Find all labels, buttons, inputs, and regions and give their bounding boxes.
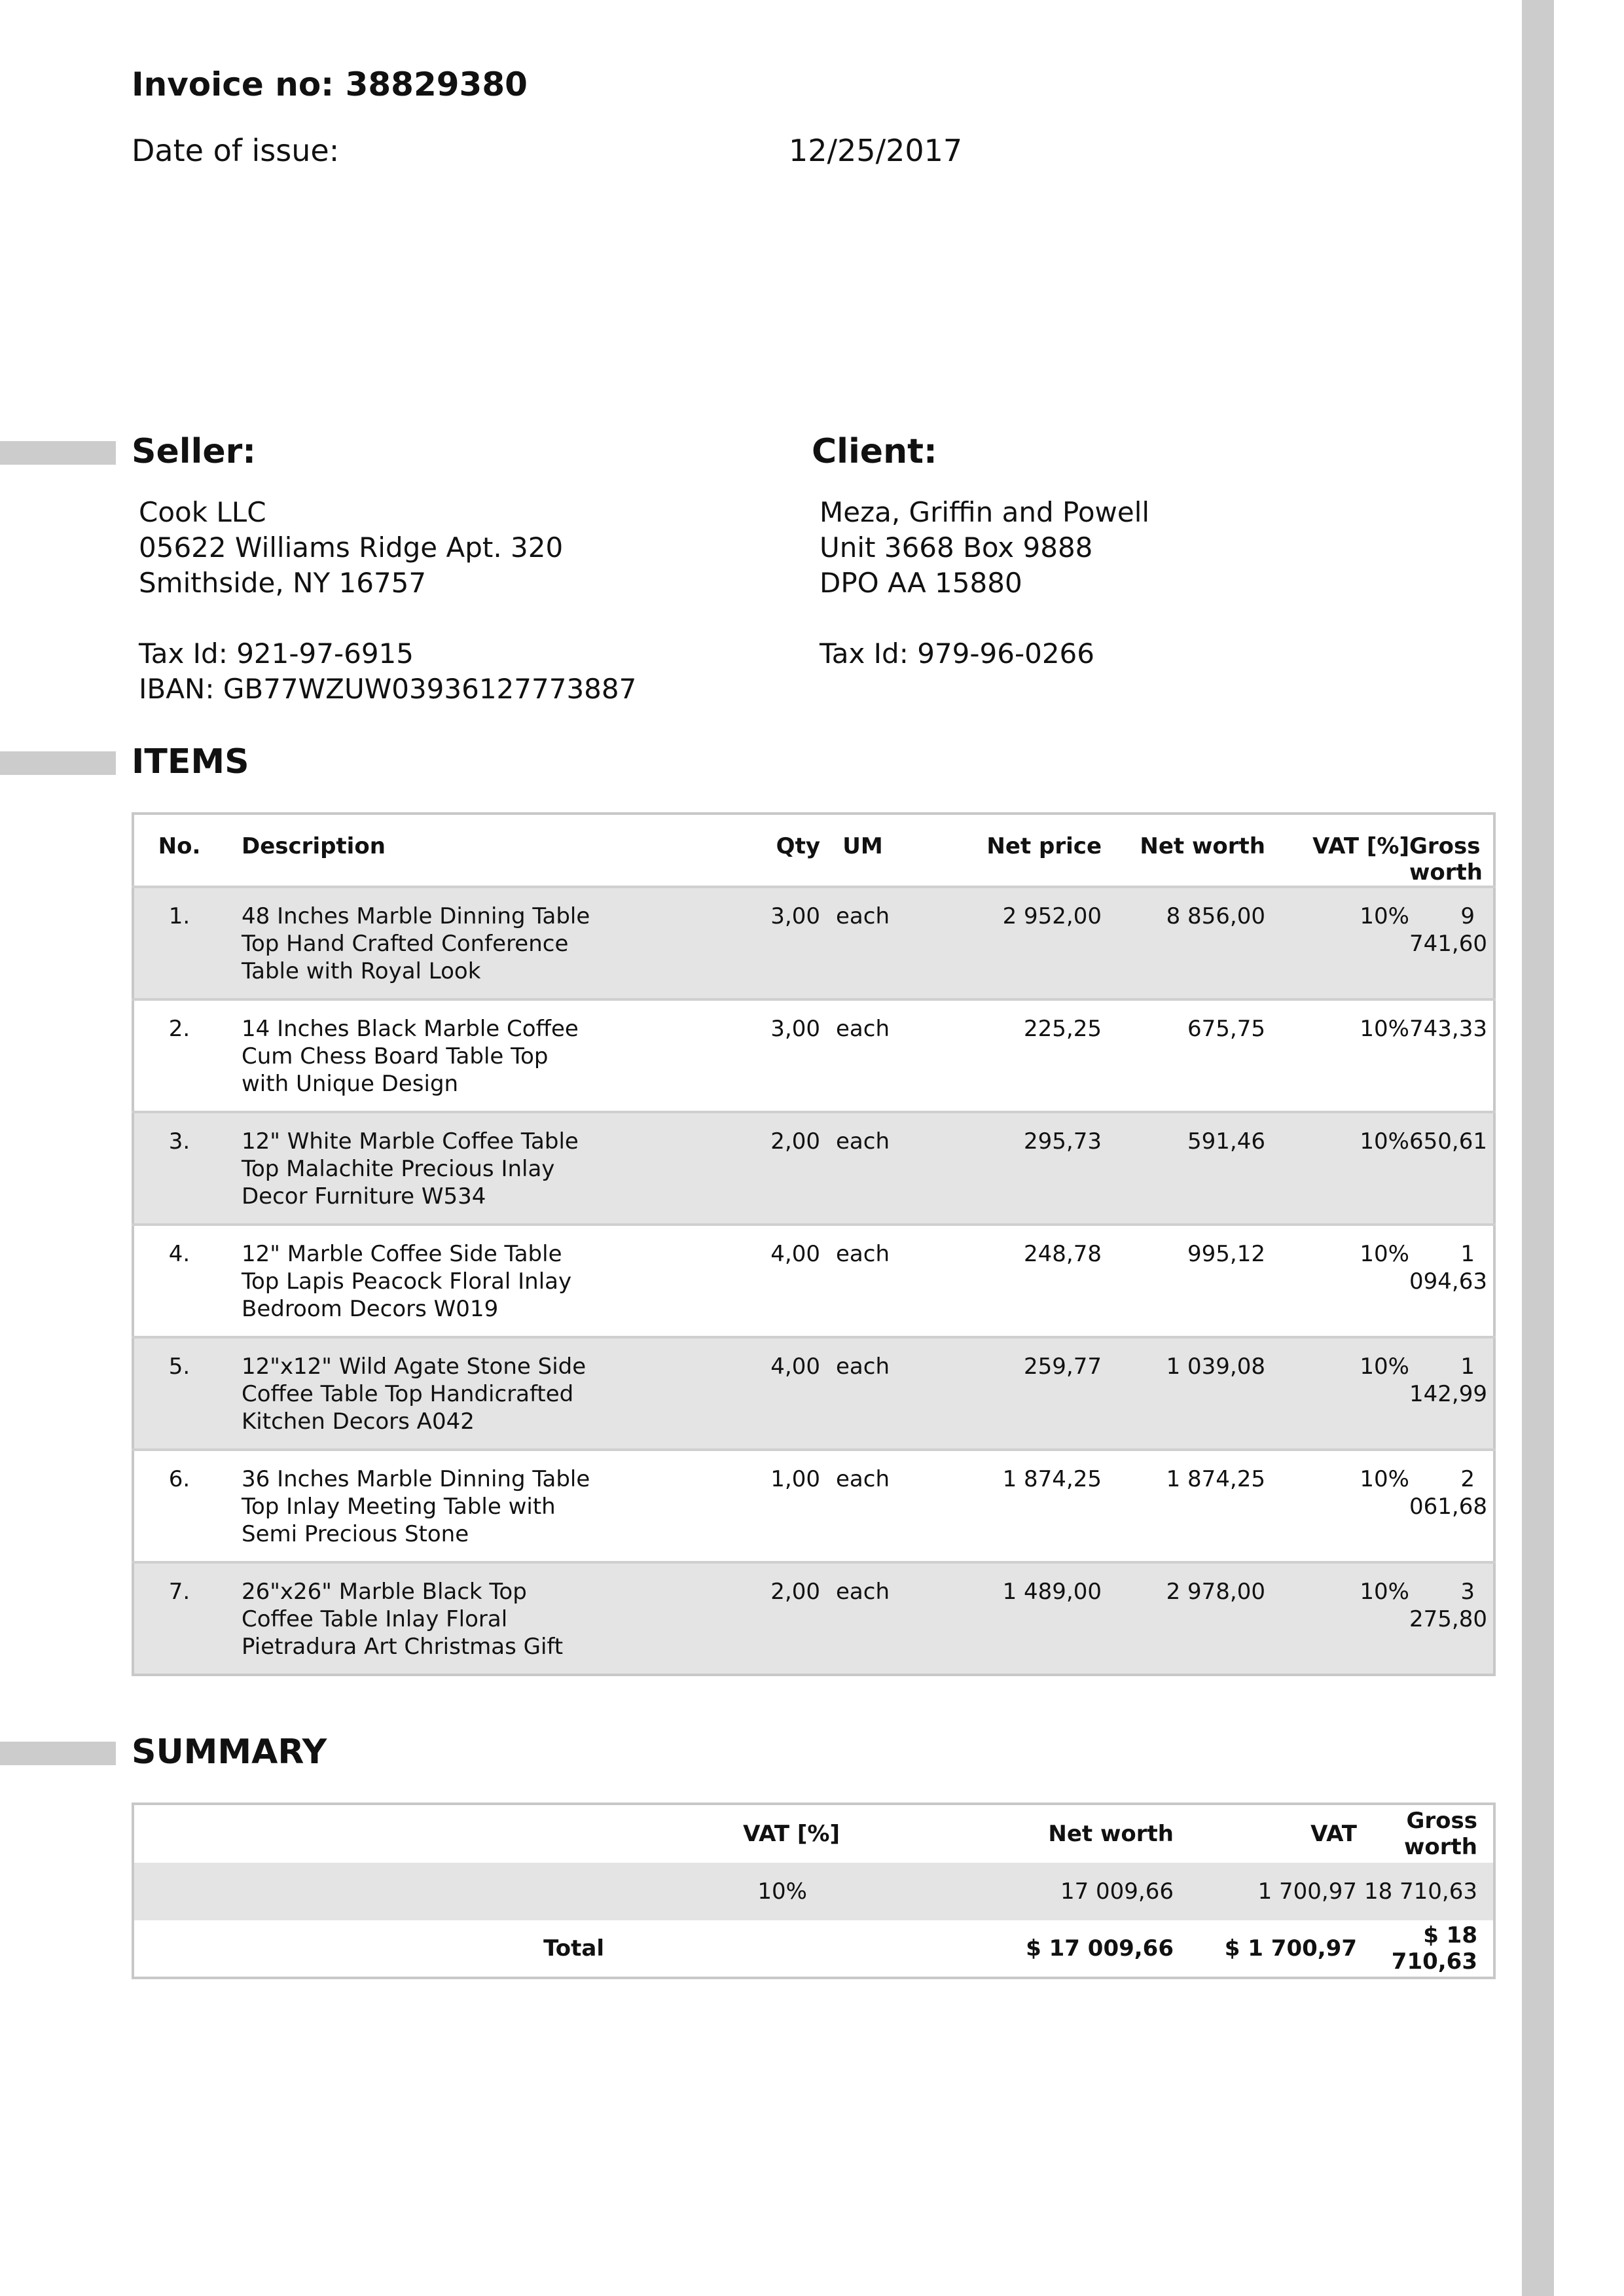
item-net-price: 295,73 <box>905 1112 1102 1225</box>
col-header-gross-worth <box>1409 814 1494 887</box>
items-heading: ITEMS <box>132 742 249 781</box>
summary-section-marker <box>0 1742 116 1765</box>
item-net-price: 225,25 <box>905 999 1102 1112</box>
summary-net-worth-value: 17 009,66 <box>873 1863 1174 1920</box>
item-vat: 10% <box>1265 1562 1409 1675</box>
summary-vat-value: 1 700,97 <box>1174 1863 1357 1920</box>
item-gross-worth: 1 142,99 <box>1409 1337 1494 1450</box>
seller-details <box>139 495 636 707</box>
summary-total-label: Total <box>543 1935 604 1962</box>
invoice-number: Invoice no: 38829380 <box>132 65 528 103</box>
table-row <box>133 999 1494 1112</box>
items-table <box>132 812 1496 1676</box>
summary-total-net-worth: $ 17 009,66 <box>1026 1935 1174 1962</box>
item-description-line: 12" White Marble Coffee Table <box>242 1128 579 1155</box>
item-vat: 10% <box>1265 887 1409 999</box>
item-no: 7. <box>133 1562 225 1675</box>
item-description-line: Top Lapis Peacock Floral Inlay <box>242 1268 572 1295</box>
item-description-line: Table with Royal Look <box>242 958 481 984</box>
item-gross-worth: 650,61 <box>1409 1112 1494 1225</box>
date-of-issue-value: 12/25/2017 <box>789 133 963 168</box>
item-qty: 4,00 <box>696 1337 820 1450</box>
item-net-price: 248,78 <box>905 1225 1102 1337</box>
item-description-line: 12"x12" Wild Agate Stone Side <box>242 1354 586 1380</box>
seller-iban: IBAN: GB77WZUW03936127773887 <box>139 673 637 705</box>
col-header-vat: VAT [%] <box>1312 833 1409 859</box>
client-tax-id: Tax Id: 979-96-0266 <box>820 637 1094 670</box>
col-header-net-worth: Net worth <box>1140 833 1265 859</box>
item-no: 6. <box>133 1450 225 1562</box>
items-section-marker <box>0 751 116 775</box>
item-description <box>225 1112 696 1225</box>
item-description-line: Bedroom Decors W019 <box>242 1296 499 1322</box>
item-net-worth: 591,46 <box>1102 1112 1265 1225</box>
item-description-line: 48 Inches Marble Dinning Table <box>242 903 590 929</box>
client-name: Meza, Griffin and Powell <box>820 496 1150 528</box>
item-um: each <box>820 1562 905 1675</box>
page-edge-bar <box>1522 0 1554 2296</box>
seller-name: Cook LLC <box>139 496 266 528</box>
summary-rate-row <box>133 1863 1494 1920</box>
item-net-worth: 675,75 <box>1102 999 1265 1112</box>
item-net-price: 1 874,25 <box>905 1450 1102 1562</box>
seller-city: Smithside, NY 16757 <box>139 567 427 599</box>
item-no: 1. <box>133 887 225 999</box>
item-gross-worth: 9 741,60 <box>1409 887 1494 999</box>
client-heading: Client: <box>812 432 937 471</box>
item-um: each <box>820 1450 905 1562</box>
item-vat: 10% <box>1265 1337 1409 1450</box>
item-um: each <box>820 999 905 1112</box>
summary-total-row <box>133 1920 1494 1978</box>
summary-gross-worth-value: 18 710,63 <box>1357 1863 1494 1920</box>
item-description <box>225 1450 696 1562</box>
item-vat: 10% <box>1265 999 1409 1112</box>
item-gross-worth: 1 094,63 <box>1409 1225 1494 1337</box>
client-details <box>820 495 1149 672</box>
item-gross-worth: 3 275,80 <box>1409 1562 1494 1675</box>
col-header-no: No. <box>158 833 201 859</box>
item-description-line: Pietradura Art Christmas Gift <box>242 1634 564 1660</box>
item-gross-worth: 743,33 <box>1409 999 1494 1112</box>
item-description-line: Coffee Table Top Handicrafted <box>242 1381 574 1407</box>
item-net-worth: 8 856,00 <box>1102 887 1265 999</box>
col-header-gross-line-1: Gross <box>1409 833 1481 859</box>
item-description-line: Cum Chess Board Table Top <box>242 1043 549 1069</box>
col-header-um: UM <box>842 833 883 859</box>
summary-col-vat-pct: VAT [%] <box>743 1821 840 1847</box>
item-description-line: 14 Inches Black Marble Coffee <box>242 1016 579 1042</box>
date-of-issue-label: Date of issue: <box>132 133 340 168</box>
summary-total-gross-worth: $ 18 710,63 <box>1391 1922 1477 1975</box>
item-description-line: 12" Marble Coffee Side Table <box>242 1241 562 1267</box>
col-header-description: Description <box>242 833 386 859</box>
item-description <box>225 887 696 999</box>
item-description-line: Coffee Table Inlay Floral <box>242 1606 508 1632</box>
table-row <box>133 887 1494 999</box>
item-vat: 10% <box>1265 1225 1409 1337</box>
col-header-gross-line-2: worth <box>1409 859 1483 886</box>
item-net-price: 1 489,00 <box>905 1562 1102 1675</box>
item-vat: 10% <box>1265 1112 1409 1225</box>
table-row <box>133 1450 1494 1562</box>
summary-total-spacer <box>604 1920 873 1978</box>
item-no: 2. <box>133 999 225 1112</box>
item-description-line: Decor Furniture W534 <box>242 1183 486 1210</box>
item-description-line: Top Malachite Precious Inlay <box>242 1156 555 1182</box>
summary-col-vat: VAT <box>1310 1821 1357 1847</box>
summary-row-spacer <box>133 1863 604 1920</box>
table-row <box>133 1337 1494 1450</box>
item-no: 4. <box>133 1225 225 1337</box>
item-net-worth: 1 874,25 <box>1102 1450 1265 1562</box>
item-description-line: Top Hand Crafted Conference <box>242 931 569 957</box>
item-qty: 1,00 <box>696 1450 820 1562</box>
item-net-worth: 1 039,08 <box>1102 1337 1265 1450</box>
summary-heading: SUMMARY <box>132 1732 327 1772</box>
client-city: DPO AA 15880 <box>820 567 1022 599</box>
seller-tax-id: Tax Id: 921-97-6915 <box>139 637 414 670</box>
item-qty: 2,00 <box>696 1112 820 1225</box>
item-net-price: 2 952,00 <box>905 887 1102 999</box>
item-net-worth: 995,12 <box>1102 1225 1265 1337</box>
summary-header-spacer <box>133 1804 604 1863</box>
item-description-line: Top Inlay Meeting Table with <box>242 1494 556 1520</box>
item-description <box>225 1337 696 1450</box>
summary-header-row <box>133 1804 1494 1863</box>
table-row <box>133 1562 1494 1675</box>
item-qty: 2,00 <box>696 1562 820 1675</box>
summary-col-net-worth: Net worth <box>1048 1821 1174 1847</box>
item-description <box>225 1562 696 1675</box>
item-no: 5. <box>133 1337 225 1450</box>
item-um: each <box>820 1112 905 1225</box>
col-header-qty: Qty <box>776 833 820 859</box>
item-description-line: 26"x26" Marble Black Top <box>242 1579 527 1605</box>
item-vat: 10% <box>1265 1450 1409 1562</box>
item-description <box>225 1225 696 1337</box>
seller-street: 05622 Williams Ridge Apt. 320 <box>139 531 564 564</box>
item-net-price: 259,77 <box>905 1337 1102 1450</box>
item-qty: 3,00 <box>696 999 820 1112</box>
client-street: Unit 3668 Box 9888 <box>820 531 1093 564</box>
item-qty: 3,00 <box>696 887 820 999</box>
item-description-line: with Unique Design <box>242 1071 459 1097</box>
item-description <box>225 999 696 1112</box>
item-description-line: Semi Precious Stone <box>242 1521 469 1547</box>
seller-heading: Seller: <box>132 432 257 471</box>
summary-total-vat: $ 1 700,97 <box>1224 1935 1357 1962</box>
table-row <box>133 1225 1494 1337</box>
summary-vat-pct-value: 10% <box>604 1863 873 1920</box>
items-header-row <box>133 814 1494 887</box>
summary-col-gross-worth: Gross worth <box>1404 1808 1477 1860</box>
item-net-worth: 2 978,00 <box>1102 1562 1265 1675</box>
item-description-line: Kitchen Decors A042 <box>242 1408 475 1435</box>
seller-section-marker <box>0 441 116 465</box>
summary-table <box>132 1803 1496 1979</box>
item-description-line: 36 Inches Marble Dinning Table <box>242 1466 590 1492</box>
item-um: each <box>820 1337 905 1450</box>
col-header-net-price: Net price <box>986 833 1102 859</box>
table-row <box>133 1112 1494 1225</box>
item-um: each <box>820 1225 905 1337</box>
item-no: 3. <box>133 1112 225 1225</box>
item-gross-worth: 2 061,68 <box>1409 1450 1494 1562</box>
item-um: each <box>820 887 905 999</box>
item-qty: 4,00 <box>696 1225 820 1337</box>
